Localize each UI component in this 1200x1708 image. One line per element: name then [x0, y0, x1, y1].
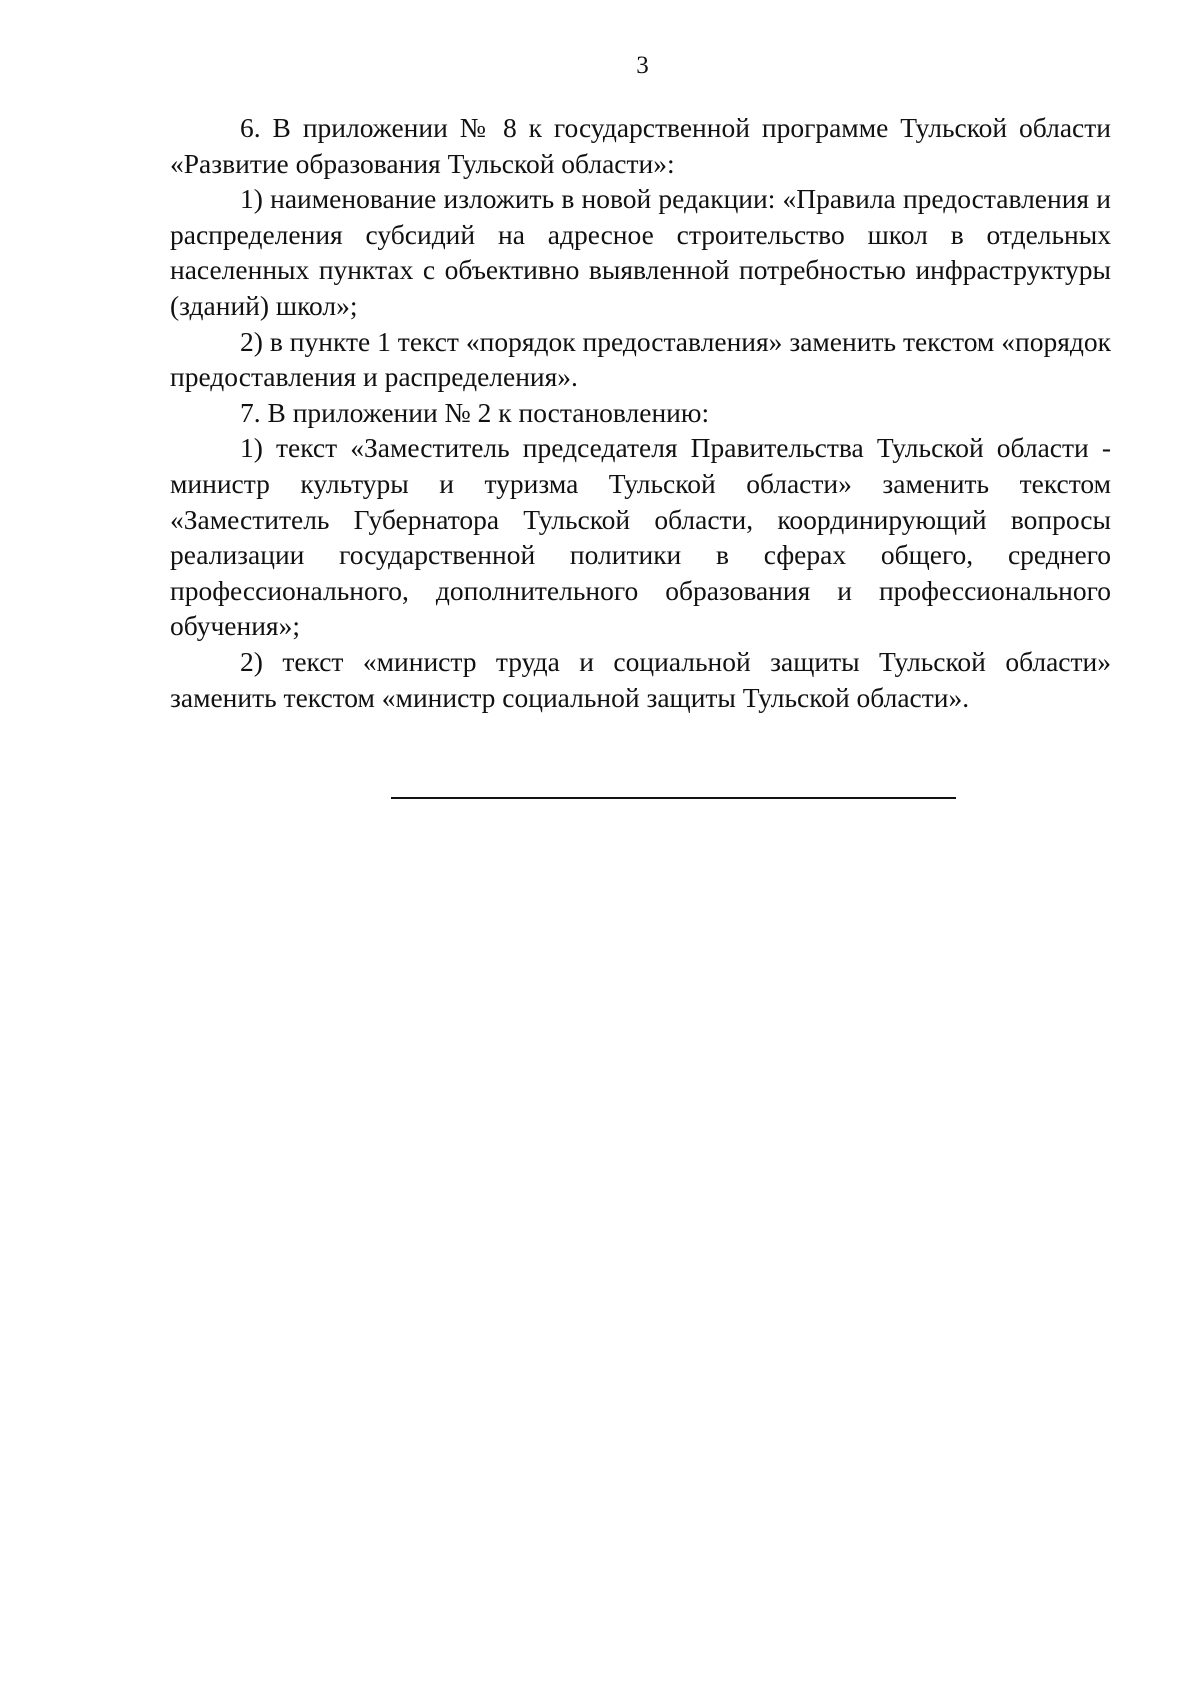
- paragraph-item-6-sub-2: 2) в пункте 1 текст «порядок предоставления» заменить текстом «порядок предоставления и распределения».: [170, 325, 1111, 393]
- paragraph-item-7: 7. В приложении № 2 к постановлению:: [240, 396, 710, 428]
- document-body: [170, 110, 1111, 715]
- paragraph-item-7-sub-2: 2) текст «министр труда и социальной защиты Тульской области» заменить текстом «министр социальной защиты Тульской области».: [170, 645, 1111, 713]
- paragraph-item-7-sub-1: 1) текст «Заместитель председателя Правительства Тульской области - министр культуры и туризма Тульской области» заменить текстом «Заместитель Губернатора Тульской области, координирующий вопросы реализации государственной политики в сферах общего, среднего профессионального, дополнительного образования и профессионального обучения»;: [170, 432, 1111, 642]
- paragraph-item-6-sub-1: 1) наименование изложить в новой редакции: «Правила предоставления и распределения субсидий на адресное строительство школ в отдельных населенных пунктах с объективно выявленной потребностью инфраструктуры (зданий) школ»;: [170, 183, 1111, 321]
- closing-divider: [391, 797, 956, 799]
- paragraph-item-6: 6. В приложении № 8 к государственной программе Тульской области «Развитие образования Тульской области»:: [170, 112, 1111, 179]
- page-number: 3: [636, 52, 649, 79]
